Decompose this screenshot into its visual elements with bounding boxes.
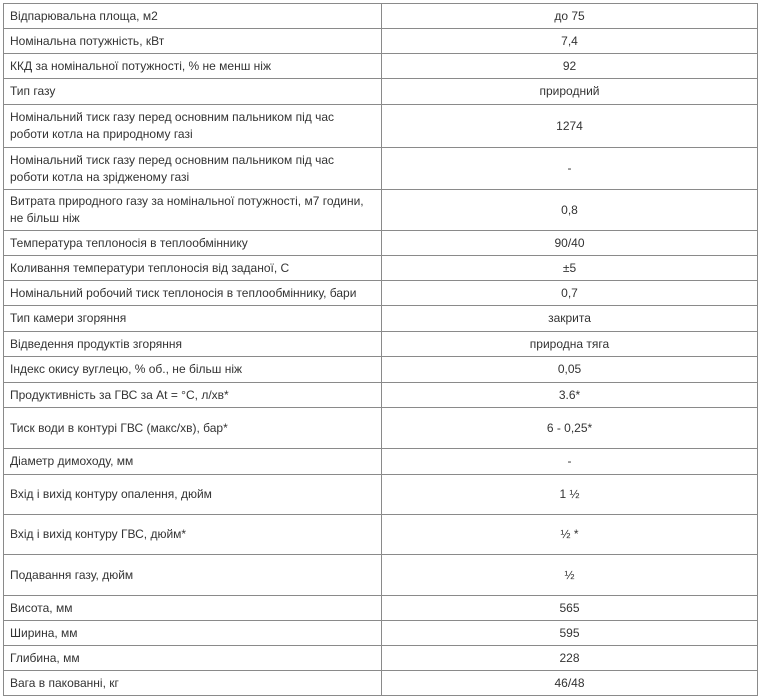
spec-label: Витрата природного газу за номінальної потужності, м7 години, не більш ніж xyxy=(4,190,382,231)
spec-value: до 75 xyxy=(382,4,758,29)
spec-label: Діаметр димоходу, мм xyxy=(4,449,382,475)
spec-value: 228 xyxy=(382,646,758,671)
table-row xyxy=(4,475,758,515)
spec-label: Номінальний тиск газу перед основним пальником під час роботи котла на природному газі xyxy=(4,105,382,148)
spec-value: 1274 xyxy=(382,105,758,148)
spec-label: Висота, мм xyxy=(4,596,382,621)
specifications-table xyxy=(3,3,758,696)
spec-value: ½ xyxy=(382,555,758,596)
table-row xyxy=(4,281,758,306)
spec-value: - xyxy=(382,148,758,190)
spec-value: 595 xyxy=(382,621,758,646)
spec-label: Номінальна потужність, кВт xyxy=(4,29,382,54)
spec-value: 565 xyxy=(382,596,758,621)
spec-value: 6 - 0,25* xyxy=(382,408,758,449)
spec-value: ±5 xyxy=(382,256,758,281)
spec-label: Вхід і вихід контуру ГВС, дюйм* xyxy=(4,515,382,555)
spec-value: 0,8 xyxy=(382,190,758,231)
spec-value: 46/48 xyxy=(382,671,758,696)
spec-label: Подавання газу, дюйм xyxy=(4,555,382,596)
table-row xyxy=(4,408,758,449)
spec-label: Тиск води в контурі ГВС (макс/хв), бар* xyxy=(4,408,382,449)
spec-label: Індекс окису вуглецю, % об., не більш ніж xyxy=(4,357,382,383)
spec-label: Продуктивність за ГВС за Аt = °С, л/хв* xyxy=(4,383,382,408)
table-row xyxy=(4,449,758,475)
table-row xyxy=(4,79,758,105)
spec-value: 92 xyxy=(382,54,758,79)
table-row xyxy=(4,4,758,29)
spec-value: ½ * xyxy=(382,515,758,555)
table-row xyxy=(4,646,758,671)
table-row xyxy=(4,332,758,357)
spec-value: природна тяга xyxy=(382,332,758,357)
spec-label: Глибина, мм xyxy=(4,646,382,671)
spec-value: 7,4 xyxy=(382,29,758,54)
table-row xyxy=(4,671,758,696)
spec-label: Коливання температури теплоносія від заданої, С xyxy=(4,256,382,281)
spec-value: 90/40 xyxy=(382,231,758,256)
table-row xyxy=(4,190,758,231)
table-row xyxy=(4,54,758,79)
table-row xyxy=(4,555,758,596)
spec-value: природний xyxy=(382,79,758,105)
table-row xyxy=(4,306,758,332)
table-row xyxy=(4,383,758,408)
table-row xyxy=(4,515,758,555)
table-row xyxy=(4,148,758,190)
spec-value: 0,7 xyxy=(382,281,758,306)
table-row xyxy=(4,29,758,54)
spec-label: Вага в пакованні, кг xyxy=(4,671,382,696)
spec-label: Номінальний робочий тиск теплоносія в теплообміннику, бари xyxy=(4,281,382,306)
spec-label: Відпарювальна площа, м2 xyxy=(4,4,382,29)
table-row xyxy=(4,105,758,148)
spec-label: Номінальний тиск газу перед основним пальником під час роботи котла на зрідженому газі xyxy=(4,148,382,190)
spec-label: Ширина, мм xyxy=(4,621,382,646)
spec-label: Температура теплоносія в теплообміннику xyxy=(4,231,382,256)
spec-label: Відведення продуктів згоряння xyxy=(4,332,382,357)
spec-label: Тип газу xyxy=(4,79,382,105)
spec-value: 1 ½ xyxy=(382,475,758,515)
table-row xyxy=(4,231,758,256)
spec-value: - xyxy=(382,449,758,475)
spec-value: 0,05 xyxy=(382,357,758,383)
table-row xyxy=(4,256,758,281)
specifications-table-body xyxy=(4,4,758,696)
spec-label: Тип камери згоряння xyxy=(4,306,382,332)
table-row xyxy=(4,621,758,646)
table-row xyxy=(4,357,758,383)
spec-label: Вхід і вихід контуру опалення, дюйм xyxy=(4,475,382,515)
spec-value: 3.6* xyxy=(382,383,758,408)
spec-label: ККД за номінальної потужності, % не менш ніж xyxy=(4,54,382,79)
table-row xyxy=(4,596,758,621)
spec-value: закрита xyxy=(382,306,758,332)
